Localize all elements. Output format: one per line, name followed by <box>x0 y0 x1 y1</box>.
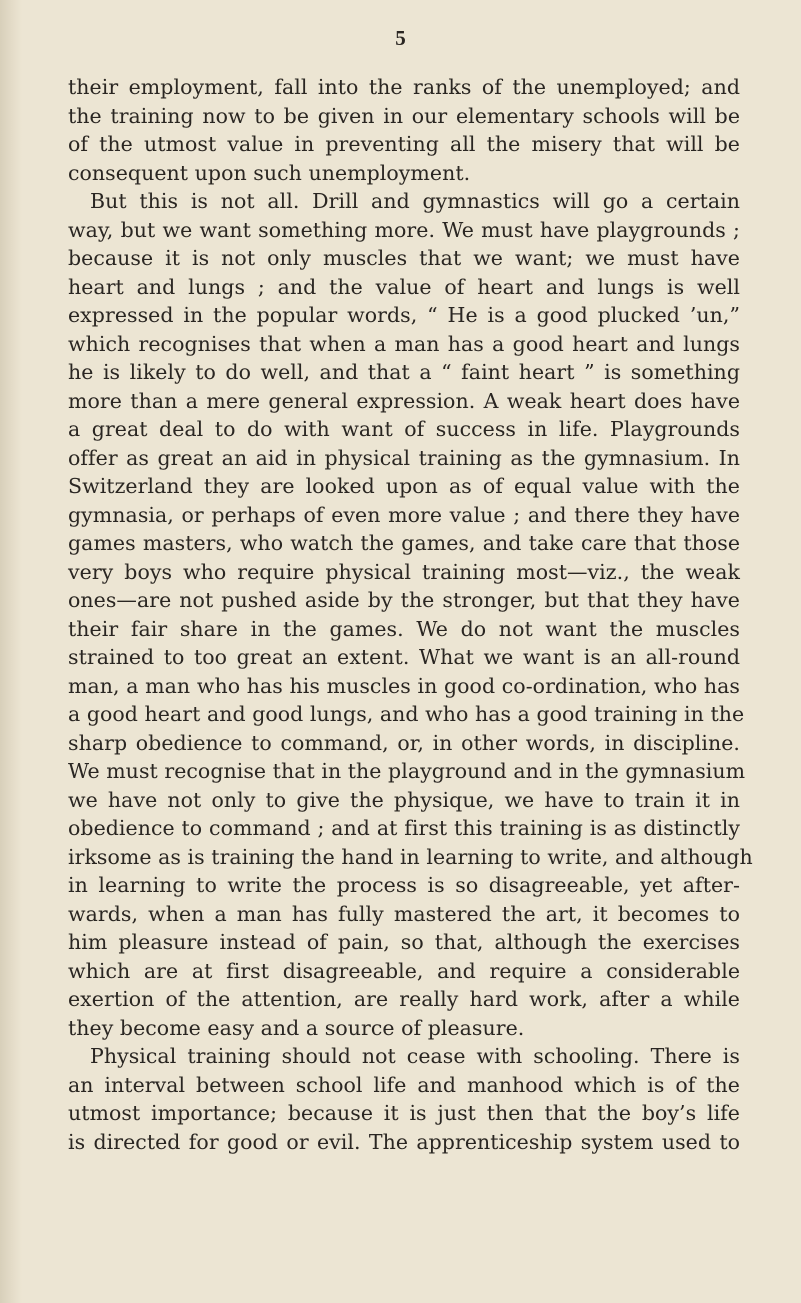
text-line: wards, when a man has fully mastered the art, it becomes to <box>68 901 740 926</box>
text-line: utmost importance; because it is just then that the boy’s life <box>68 1101 740 1125</box>
text-line: of the utmost value in preventing all the misery that will be <box>68 132 740 156</box>
text-line: he is likely to do well, and that a “ faint heart ” is something <box>68 360 740 384</box>
text-line: strained to too great an extent. What we want is an all-round <box>68 645 740 669</box>
text-line: more than a mere general expression. A weak heart does have <box>68 388 740 413</box>
text-line: we have not only to give the physique, we have to train it in <box>68 787 740 812</box>
paragraph-start-line: But this is not all. Drill and gymnastics will go a certain <box>90 189 740 213</box>
text-line: offer as great an aid in physical training as the gymnasium. In <box>68 445 740 470</box>
text-line: way, but we want something more. We must have playgrounds ; <box>68 217 740 242</box>
text-line: very boys who require physical training most—viz., the weak <box>68 559 740 584</box>
text-line: Switzerland they are looked upon as of equal value with the <box>68 474 740 498</box>
text-line: the training now to be given in our elementary schools will be <box>68 103 740 128</box>
body-text <box>68 73 753 1156</box>
text-line: We must recognise that in the playground and in the gymnasium <box>68 759 746 783</box>
text-line: because it is not only muscles that we want; we must have <box>68 246 740 270</box>
text-line: expressed in the popular words, “ He is a good plucked ’un,” <box>68 303 740 327</box>
text-line: an interval between school life and manhood which is of the <box>68 1072 740 1097</box>
text-line: man, a man who has his muscles in good co-ordination, who has <box>68 673 740 698</box>
text-line: irksome as is training the hand in learning to write, and although <box>68 844 753 869</box>
text-line: obedience to command ; and at first this training is as distinctly <box>68 816 740 840</box>
text-line: consequent upon such unemployment. <box>68 160 471 185</box>
text-line: which are at first disagreeable, and require a considerable <box>68 958 740 983</box>
text-line: sharp obedience to command, or, in other words, in discipline. <box>68 730 740 755</box>
page-number: 5 <box>395 26 406 50</box>
text-line: a great deal to do with want of success in life. Playgrounds <box>68 417 740 441</box>
page-spine-shadow <box>0 0 22 1303</box>
text-line: which recognises that when a man has a good heart and lungs <box>68 331 740 356</box>
text-line: heart and lungs ; and the value of heart and lungs is well <box>68 274 740 299</box>
text-line: games masters, who watch the games, and take care that those <box>68 531 740 555</box>
text-line: their fair share in the games. We do not want the muscles <box>68 616 740 641</box>
text-line: their employment, fall into the ranks of the unemployed; and <box>68 75 740 99</box>
paragraph-start-line: Physical training should not cease with schooling. There is <box>90 1044 740 1068</box>
text-line: a good heart and good lungs, and who has a good training in the <box>68 702 745 726</box>
text-line: ones—are not pushed aside by the stronger, but that they have <box>68 588 740 612</box>
text-line: exertion of the attention, are really hard work, after a while <box>68 987 740 1011</box>
text-line: gymnasia, or perhaps of even more value ; and there they have <box>68 502 740 527</box>
text-line: him pleasure instead of pain, so that, although the exercises <box>68 930 740 954</box>
text-line: in learning to write the process is so disagreeable, yet after- <box>68 873 740 897</box>
text-line: is directed for good or evil. The apprenticeship system used to <box>68 1129 740 1154</box>
text-line: they become easy and a source of pleasure. <box>68 1015 525 1040</box>
